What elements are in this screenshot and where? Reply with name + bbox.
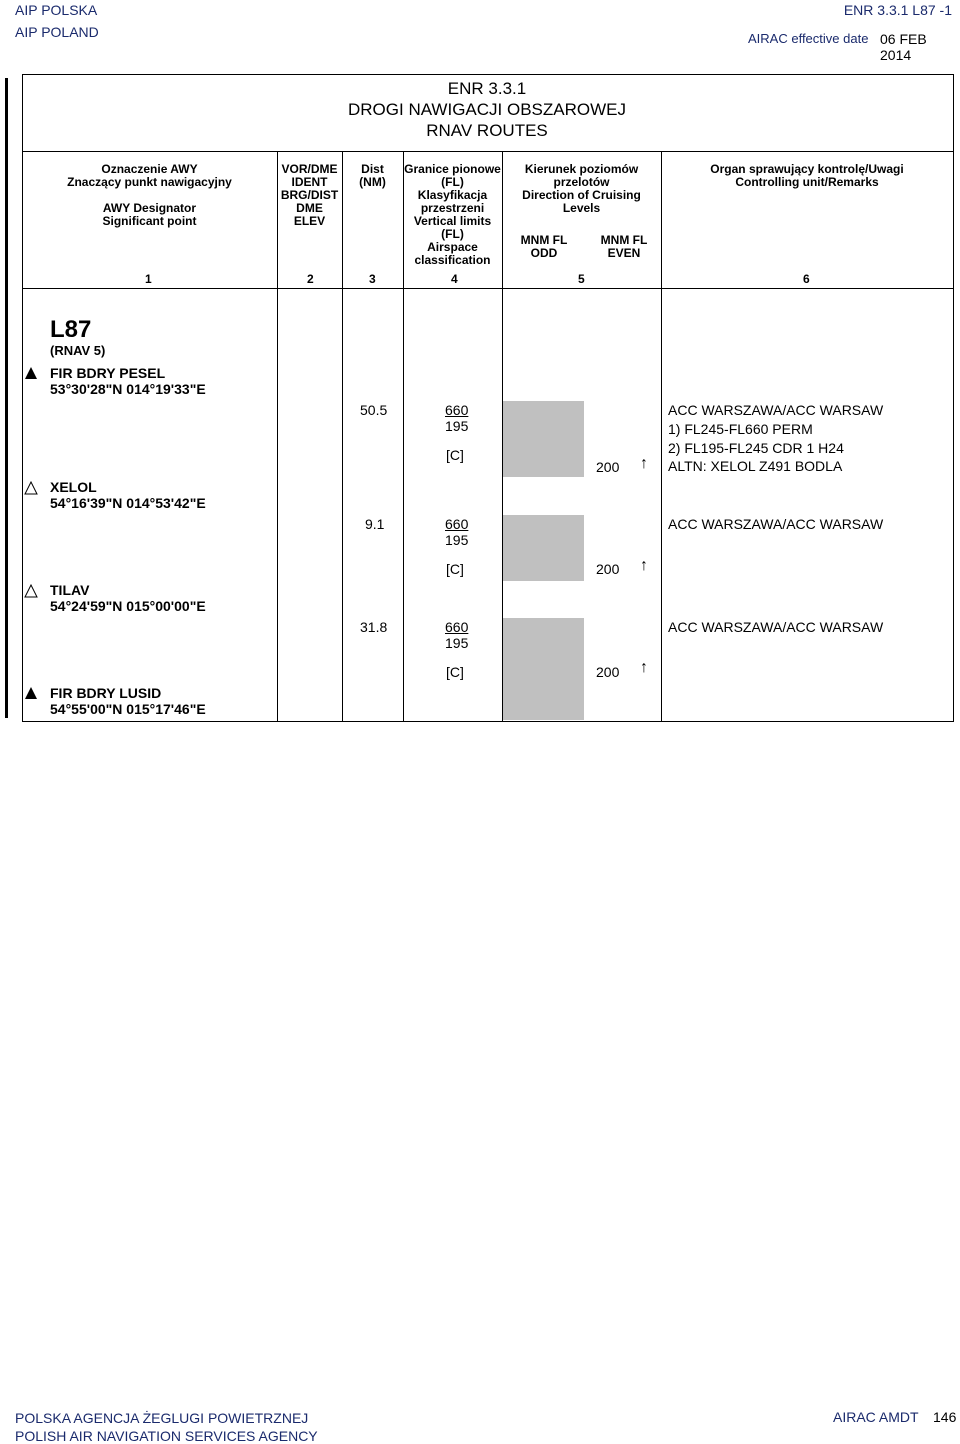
- segment-3-even-fl: 200: [596, 664, 620, 680]
- amdt-number: 146: [933, 1409, 957, 1425]
- direction-up-arrow-icon: ↑: [640, 659, 648, 676]
- segment-3-lower-limit: 195: [445, 635, 469, 651]
- col-header-mnm-odd: MNM FL ODD: [520, 233, 568, 260]
- segment-1-upper-limit: 660: [445, 402, 469, 418]
- table-title: [22, 78, 952, 141]
- title-line-3: RNAV ROUTES: [426, 121, 548, 140]
- title-line-1: ENR 3.3.1: [447, 79, 527, 98]
- col-number-5: 5: [578, 272, 585, 286]
- fir-boundary-filled-triangle-icon: [24, 686, 38, 700]
- segment-2-airspace-class: [C]: [446, 561, 464, 577]
- point-1-name: FIR BDRY PESEL: [50, 365, 166, 381]
- segment-1-remark-1: ACC WARSZAWA/ACC WARSAW: [668, 402, 884, 418]
- col-header-dist: Dist (NM): [359, 162, 386, 189]
- col-header-vertical-limits: Granice pionowe (FL) Klasyfikacja przestrzeni Vertical limits (FL) Airspace classification: [404, 162, 501, 267]
- segment-1-remark-3: 2) FL195-FL245 CDR 1 H24: [668, 440, 844, 456]
- segment-1-remark-4: ALTN: XELOL Z491 BODLA: [668, 458, 843, 474]
- point-2-name: XELOL: [50, 479, 97, 495]
- aip-title-en: AIP POLAND: [15, 24, 99, 40]
- col-header-cruising-levels: Kierunek poziomów przelotów Direction of Cruising Levels: [522, 162, 641, 215]
- segment-2-even-fl: 200: [596, 561, 620, 577]
- segment-3-remark-1: ACC WARSZAWA/ACC WARSAW: [668, 619, 884, 635]
- point-3-coords: 54°24'59"N 015°00'00"E: [50, 598, 206, 614]
- col-number-6: 6: [803, 272, 810, 286]
- col-number-2: 2: [307, 272, 314, 286]
- segment-1-remark-2: 1) FL245-FL660 PERM: [668, 421, 813, 437]
- segment-2-remark-1: ACC WARSZAWA/ACC WARSAW: [668, 516, 884, 532]
- col-header-point: Oznaczenie AWY Znaczący punkt nawigacyjny AWY Designator Significant point: [67, 162, 232, 228]
- segment-3-upper-limit: 660: [445, 619, 469, 635]
- col-header-remarks: Organ sprawujący kontrolę/Uwagi Controlling unit/Remarks: [710, 162, 904, 189]
- aip-title-pl: AIP POLSKA: [15, 2, 98, 18]
- segment-3-dist: 31.8: [360, 619, 388, 635]
- point-4-name: FIR BDRY LUSID: [50, 685, 162, 701]
- segment-3-odd-levels-shading: [503, 618, 584, 720]
- point-3-name: TILAV: [50, 582, 90, 598]
- segment-1-dist: 50.5: [360, 402, 388, 418]
- col-header-vordme: VOR/DME IDENT BRG/DIST DME ELEV: [280, 162, 339, 228]
- segment-1-odd-levels-shading: [503, 401, 584, 477]
- point-4-coords: 54°55'00"N 015°17'46"E: [50, 701, 206, 717]
- agency-name-en: POLISH AIR NAVIGATION SERVICES AGENCY: [15, 1428, 318, 1444]
- reporting-point-triangle-icon: [24, 481, 38, 495]
- segment-2-upper-limit: 660: [445, 516, 469, 532]
- airac-date: 06 FEB 2014: [880, 31, 927, 63]
- reporting-point-triangle-icon: [24, 584, 38, 598]
- left-margin-bar: [5, 78, 8, 718]
- segment-2-dist: 9.1: [365, 516, 385, 532]
- col-number-4: 4: [451, 272, 458, 286]
- point-2-coords: 54°16'39"N 014°53'42"E: [50, 495, 206, 511]
- title-divider: [22, 151, 953, 152]
- segment-3-airspace-class: [C]: [446, 664, 464, 680]
- segment-1-lower-limit: 195: [445, 418, 469, 434]
- col-header-mnm-even: MNM FL EVEN: [600, 233, 648, 260]
- segment-1-airspace-class: [C]: [446, 447, 464, 463]
- col-number-1: 1: [145, 272, 152, 286]
- segment-2-odd-levels-shading: [503, 515, 584, 581]
- fir-boundary-filled-triangle-icon: [24, 366, 38, 380]
- header-divider: [22, 288, 953, 289]
- amdt-label: AIRAC AMDT: [833, 1409, 919, 1425]
- route-designator: L87: [50, 316, 92, 343]
- segment-2-lower-limit: 195: [445, 532, 469, 548]
- col-divider-1: [277, 151, 278, 721]
- route-nav-spec: (RNAV 5): [50, 343, 106, 358]
- col-divider-2: [342, 151, 343, 721]
- point-1-coords: 53°30'28"N 014°19'33"E: [50, 381, 206, 397]
- agency-name-pl: POLSKA AGENCJA ŻEGLUGI POWIETRZNEJ: [15, 1410, 309, 1426]
- col-number-3: 3: [369, 272, 376, 286]
- direction-up-arrow-icon: ↑: [640, 455, 648, 472]
- page-reference: ENR 3.3.1 L87 -1: [843, 2, 952, 18]
- direction-up-arrow-icon: ↑: [640, 557, 648, 574]
- title-line-2: DROGI NAWIGACJI OBSZAROWEJ: [348, 100, 626, 119]
- airac-label: AIRAC effective date: [748, 31, 869, 46]
- segment-1-even-fl: 200: [596, 459, 620, 475]
